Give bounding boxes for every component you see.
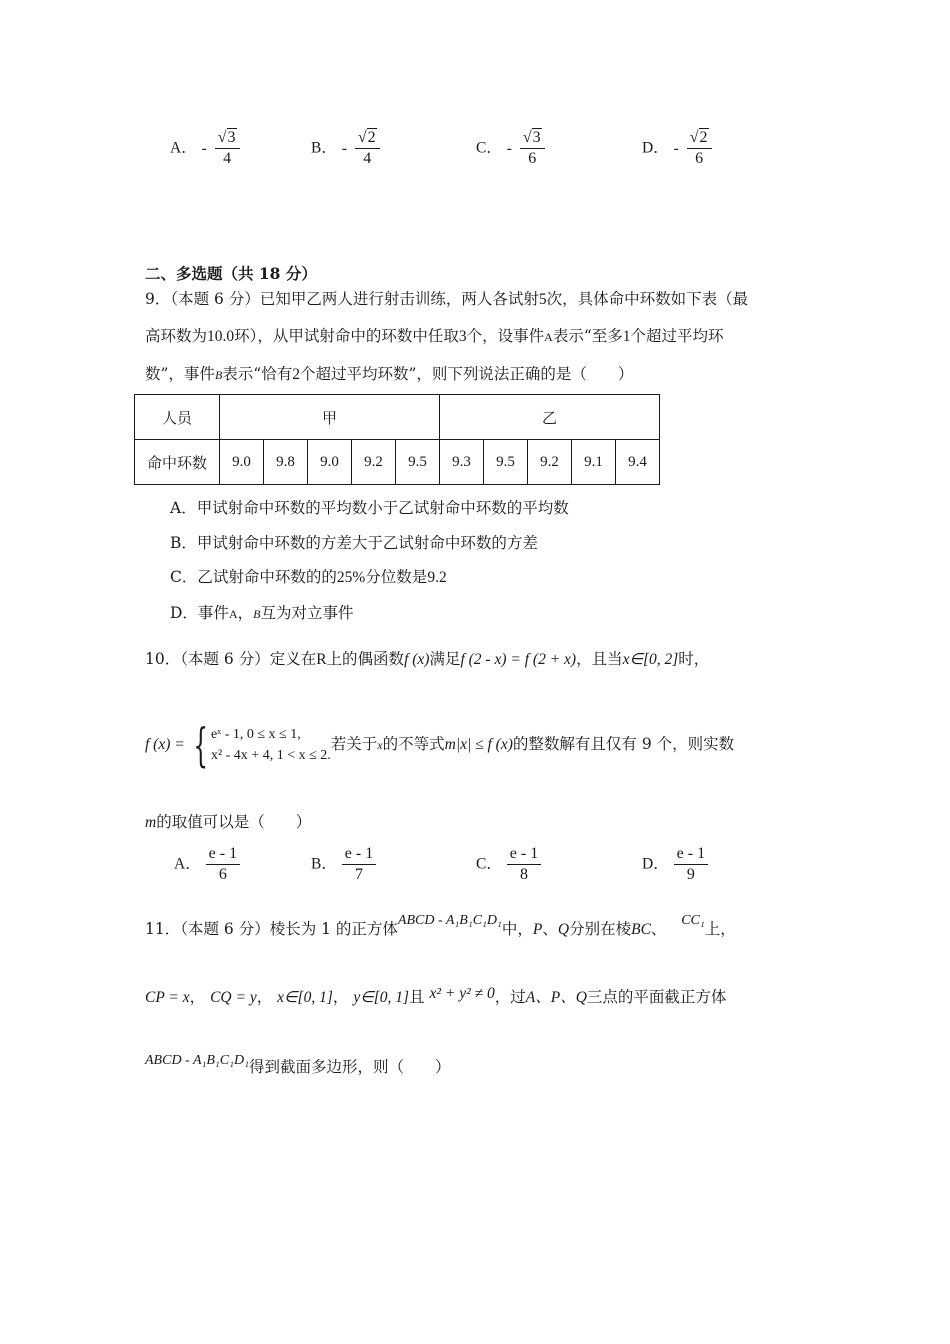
table-cell: 9.5 xyxy=(484,440,528,485)
fraction: $\frac{√3}{4}$ xyxy=(215,128,240,169)
math: x∈[0, 2] xyxy=(622,651,679,668)
table-cell: 甲 xyxy=(220,395,440,440)
fraction: $\frac{e - 1}{9}$ xyxy=(674,844,708,885)
option-label: A． xyxy=(170,139,197,157)
sqrt-icon: √3 xyxy=(217,129,236,146)
math: f (x) = xyxy=(145,736,185,753)
math: m|x| ≤ f (x) xyxy=(444,736,513,753)
math: CQ = y xyxy=(210,989,257,1006)
math: CC₁ xyxy=(681,913,705,928)
table-cell: 9.3 xyxy=(440,440,484,485)
q11-line-1: 11．（本题 6 分）棱长为 1 的正方体ABCD - A₁B₁C₁D₁中，P、Q分别在棱BC、 CC₁上， xyxy=(145,913,736,938)
table-cell: 9.5 xyxy=(396,440,440,485)
score-table xyxy=(134,394,660,485)
q10-line-2: f (x) = { eˣ - 1, 0 ≤ x ≤ 1, x² - 4x + 4, 1 < x ≤ 2. 若关于x的不等式m|x| ≤ f (x)的整数解有且仅有 9 个，则实数 xyxy=(145,718,735,772)
math: f (2 - x) = f (2 + x) xyxy=(460,651,577,668)
q10-option-a: A． $\frac{e - 1}{6}$ xyxy=(174,844,240,885)
q8-option-a xyxy=(170,128,240,169)
fraction: $\frac{√2}{4}$ xyxy=(355,128,380,169)
piecewise: { eˣ - 1, 0 ≤ x ≤ 1, x² - 4x + 4, 1 < x ≤ 2. xyxy=(192,718,331,772)
table-cell: 9.0 xyxy=(220,440,264,485)
q9-option-c: C．乙试射命中环数的的25%分位数是9.2 xyxy=(170,568,447,586)
q9-line-1: 9．（本题 6 分）已知甲乙两人进行射击训练，两人各试射5次，具体命中环数如下表（最 xyxy=(145,290,749,308)
table-cell: 9.8 xyxy=(264,440,308,485)
q9-option-a: A．甲试射命中环数的平均数小于乙试射命中环数的平均数 xyxy=(170,499,569,517)
math: x² + y² ≠ 0 xyxy=(429,985,495,1002)
math: CP = x xyxy=(145,989,190,1006)
math: x∈[0, 1] xyxy=(277,989,333,1006)
minus-sign: - xyxy=(506,139,512,157)
fraction: $\frac{e - 1}{6}$ xyxy=(206,844,240,885)
table-cell: 9.4 xyxy=(616,440,660,485)
option-label: D． xyxy=(642,139,669,157)
minus-sign: - xyxy=(201,139,207,157)
option-label: B． xyxy=(311,139,337,157)
table-cell: 9.0 xyxy=(308,440,352,485)
brace-icon: { xyxy=(192,718,208,772)
q11-line-3: ABCD - A₁B₁C₁D₁得到截面多边形，则（ ） xyxy=(145,1053,451,1076)
q9-line-2: 高环数为10.0环），从甲试射命中的环数中任取3个，设事件A表示“至多1个超过平均环 xyxy=(145,327,724,345)
table-cell: 人员 xyxy=(135,395,220,440)
sqrt-icon: √2 xyxy=(357,129,376,146)
math: f (x) xyxy=(404,651,430,668)
minus-sign: - xyxy=(673,139,679,157)
table-cell: 9.2 xyxy=(352,440,396,485)
q10-option-d: D． $\frac{e - 1}{9}$ xyxy=(642,844,708,885)
table-cell: 9.1 xyxy=(572,440,616,485)
table-cell: 命中环数 xyxy=(135,440,220,485)
fraction: $\frac{√3}{6}$ xyxy=(520,128,545,169)
q10-line-1: 10．（本题 6 分）定义在R上的偶函数f (x)满足f (2 - x) = f (2 + x)，且当x∈[0, 2]时， xyxy=(145,650,710,668)
table-header-row xyxy=(135,395,660,440)
q9-option-d: D．事件A，B互为对立事件 xyxy=(170,604,354,622)
q8-option-d xyxy=(642,128,712,169)
q10-line-3: m的取值可以是（ ） xyxy=(145,813,312,831)
q9-line-3: 数”，事件B表示“恰有2个超过平均环数”，则下列说法正确的是（ ） xyxy=(145,365,634,383)
math: ABCD - A₁B₁C₁D₁ xyxy=(145,1053,249,1068)
sqrt-icon: √2 xyxy=(689,129,708,146)
math: y∈[0, 1] xyxy=(353,989,410,1006)
fraction: $\frac{√2}{6}$ xyxy=(687,128,712,169)
section-title: 二、多选题（共 18 分） xyxy=(145,264,317,283)
fraction: $\frac{e - 1}{8}$ xyxy=(507,844,541,885)
table-row xyxy=(135,440,660,485)
q9-option-b: B．甲试射命中环数的方差大于乙试射命中环数的方差 xyxy=(170,534,538,552)
q11-line-2: CP = x， CQ = y， x∈[0, 1]， y∈[0, 1]且 x² + y² ≠ 0，过A、P、Q三点的平面截正方体 xyxy=(145,985,727,1006)
q10-option-c: C． $\frac{e - 1}{8}$ xyxy=(476,844,541,885)
q8-option-c xyxy=(476,128,545,169)
fraction: $\frac{e - 1}{7}$ xyxy=(342,844,376,885)
minus-sign: - xyxy=(341,139,347,157)
option-label: C． xyxy=(476,139,502,157)
q8-option-b xyxy=(311,128,380,169)
sqrt-icon: √3 xyxy=(522,129,541,146)
table-cell: 9.2 xyxy=(528,440,572,485)
q10-option-b: B． $\frac{e - 1}{7}$ xyxy=(311,844,376,885)
math: ABCD - A₁B₁C₁D₁ xyxy=(397,913,502,928)
table-cell: 乙 xyxy=(440,395,660,440)
